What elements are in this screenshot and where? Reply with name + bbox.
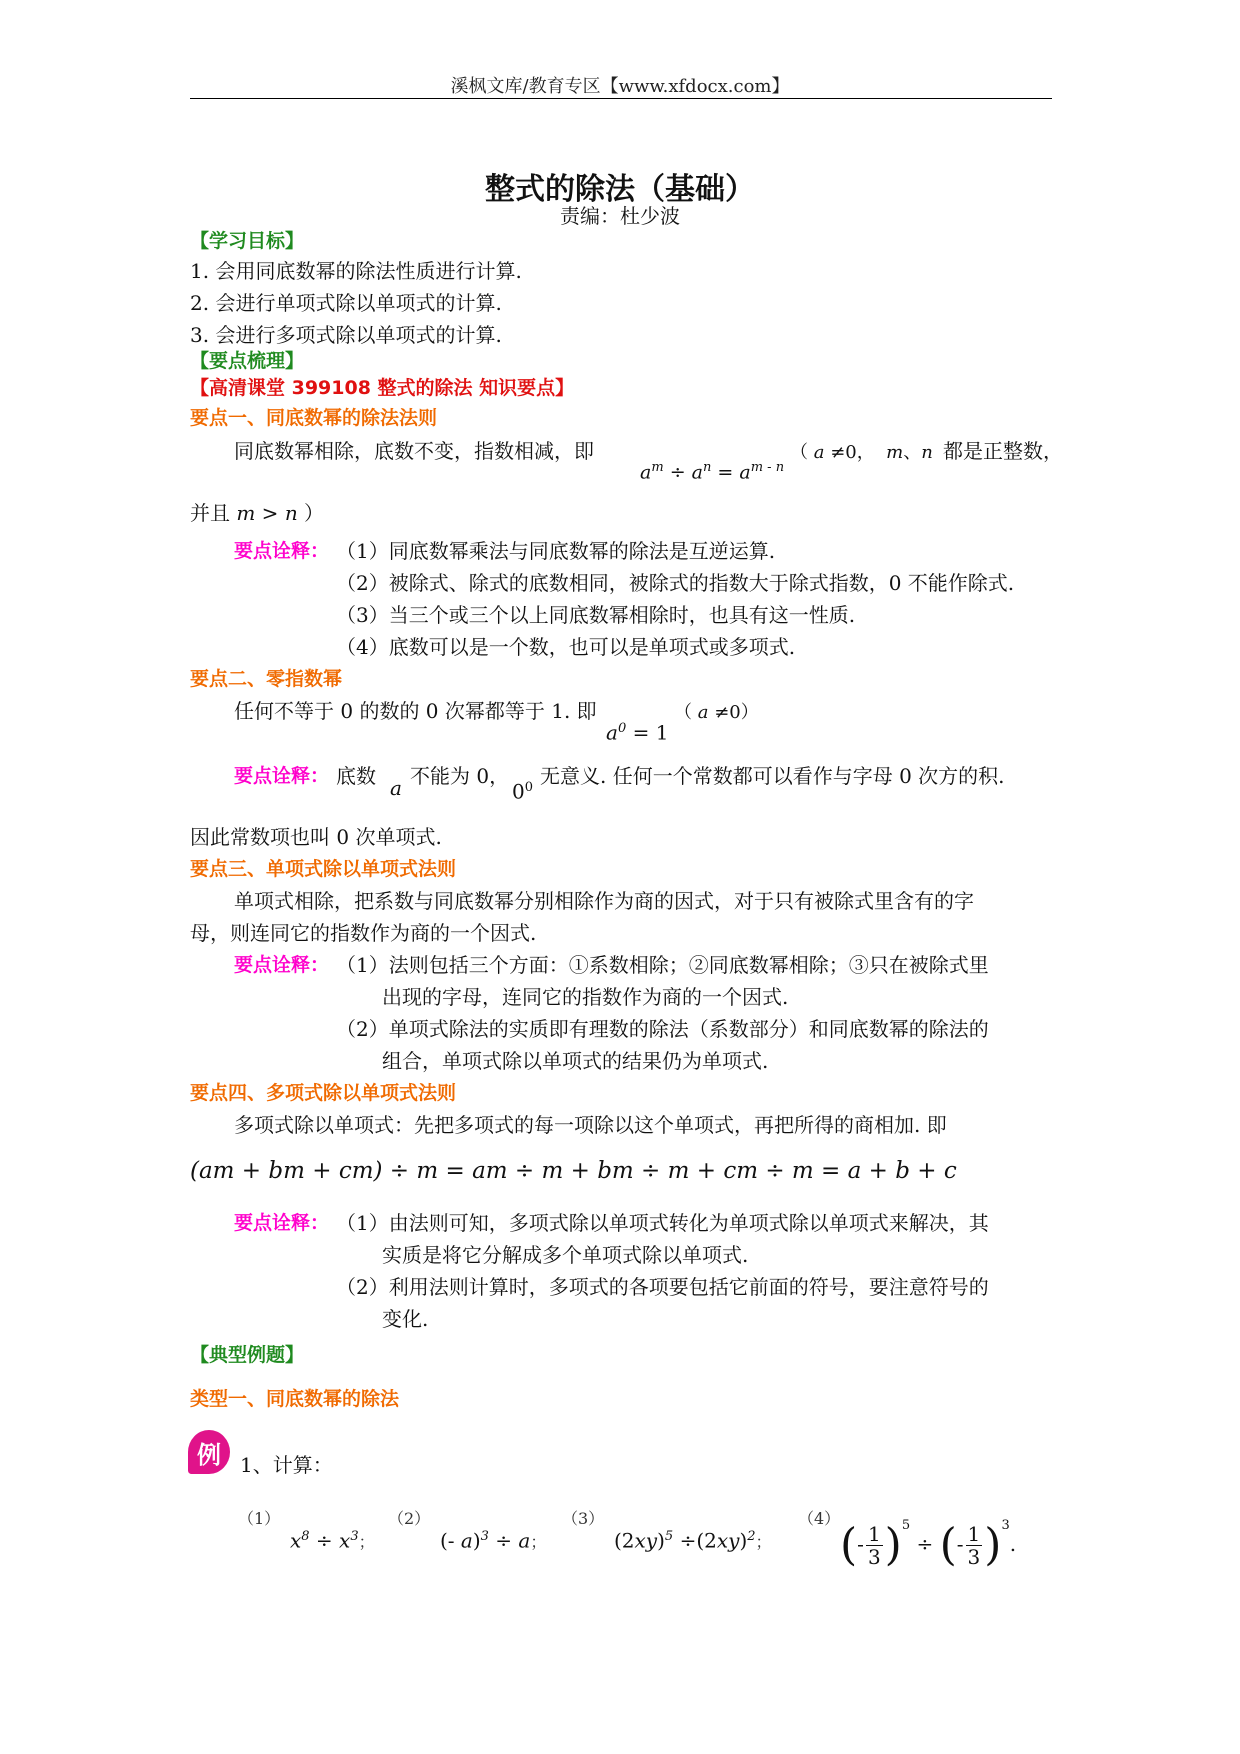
examples-heading: 【典型例题】: [190, 1344, 305, 1366]
point2-heading: 要点二、零指数幂: [190, 668, 343, 690]
video-heading: 【高清课堂 399108 整式的除法 知识要点】: [190, 377, 575, 399]
goal-item: 2. 会进行单项式除以单项式的计算.: [190, 291, 502, 315]
point2-var-a: a: [390, 776, 402, 800]
point1-note: （4）底数可以是一个数，也可以是单项式或多项式.: [336, 635, 796, 659]
summary-heading: 【要点梳理】: [190, 350, 305, 372]
problem-label: （4）: [798, 1509, 841, 1528]
point1-formula: $a^m \div a^n = a^{m - n}$: [640, 460, 785, 484]
example-badge: 例: [188, 1430, 230, 1474]
point3-note: 组合，单项式除以单项式的结果仍为单项式.: [382, 1049, 769, 1073]
point1-line2-prefix: 并且: [190, 501, 230, 525]
point1-line2: 并且 m > n ）: [190, 501, 325, 525]
point1-condition: （ a ≠0， m、n: [790, 442, 933, 463]
point4-body: 多项式除以单项式：先把多项式的每一项除以这个单项式，再把所得的商相加. 即: [234, 1113, 947, 1137]
point3-note-label: 要点诠释：: [234, 954, 330, 976]
point1-heading: 要点一、同底数幂的除法法则: [190, 407, 438, 429]
example-question: 1、计算：: [240, 1453, 333, 1477]
page-header: 溪枫文库/教育专区【www.xfdocx.com】: [450, 76, 790, 97]
point2-note-c: 无意义. 任何一个常数都可以看作与字母 0 次方的积.: [540, 764, 1005, 788]
point4-note: （2）利用法则计算时，多项式的各项要包括它前面的符号，要注意符号的: [336, 1275, 989, 1299]
point2-note-label: 要点诠释：: [234, 765, 330, 787]
problem-1-expr: $x^8 \div x^3$；: [290, 1528, 375, 1553]
point3-note: （2）单项式除法的实质即有理数的除法（系数部分）和同底数幂的除法的: [336, 1017, 989, 1041]
point1-cond-text: 都是正整数，: [943, 439, 1063, 463]
header-rule: [190, 98, 1052, 99]
point4-note-label: 要点诠释：: [234, 1212, 330, 1234]
problem-label: （3）: [562, 1509, 605, 1528]
problem-label: （2）: [388, 1509, 431, 1528]
problem-3-expr: $(2xy)^5 \div(2xy)^2$；: [614, 1528, 772, 1553]
point1-note: （1）同底数幂乘法与同底数幂的除法是互逆运算.: [336, 539, 776, 563]
goal-item: 1. 会用同底数幂的除法性质进行计算.: [190, 259, 522, 283]
point3-heading: 要点三、单项式除以单项式法则: [190, 858, 457, 880]
page-title: 整式的除法（基础）: [485, 172, 755, 207]
point1-note: （3）当三个或三个以上同底数幂相除时，也具有这一性质.: [336, 603, 856, 627]
point2-zero-power: $0^0$: [512, 779, 534, 804]
goal-item: 3. 会进行多项式除以单项式的计算.: [190, 323, 502, 347]
point2-note-cont: 因此常数项也叫 0 次单项式.: [190, 825, 442, 849]
point4-note: （1）由法则可知，多项式除以单项式转化为单项式除以单项式来解决，其: [336, 1211, 989, 1235]
problem-label: （1）: [238, 1509, 281, 1528]
problem-2-expr: (- a)$^3$ ÷ a；: [440, 1528, 547, 1553]
point3-note: 出现的字母，连同它的指数作为商的一个因式.: [382, 985, 789, 1009]
point3-body: 单项式相除，把系数与同底数幂分别相除作为商的因式，对于只有被除式里含有的字: [234, 889, 974, 913]
point4-note: 变化.: [382, 1307, 429, 1331]
point4-heading: 要点四、多项式除以单项式法则: [190, 1082, 457, 1104]
point2-note-b: 不能为 0，: [410, 764, 510, 788]
point1-note: （2）被除式、除式的底数相同，被除式的指数大于除式指数，0 不能作除式.: [336, 571, 1015, 595]
point3-note: （1）法则包括三个方面：①系数相除；②同底数幂相除；③只在被除式里: [336, 953, 989, 977]
point1-note-label: 要点诠释：: [234, 540, 330, 562]
editor-line: 责编：杜少波: [560, 204, 680, 228]
point4-note: 实质是将它分解成多个单项式除以单项式.: [382, 1243, 749, 1267]
problem-4-expr: (- $\frac{1}{3}$ )$^5$ ÷ (- $\frac{1}{3}$ )$^3$.: [840, 1518, 1017, 1571]
goals-heading: 【学习目标】: [190, 230, 305, 252]
point2-condition: （ a ≠0）: [674, 702, 759, 723]
point2-line1: 任何不等于 0 的数的 0 次幂都等于 1. 即: [234, 699, 597, 723]
point3-body: 母，则连同它的指数作为商的一个因式.: [190, 921, 537, 945]
point1-line1: 同底数幂相除，底数不变，指数相减，即: [234, 439, 594, 463]
type1-heading: 类型一、同底数幂的除法: [190, 1388, 400, 1410]
point2-formula: $a^0 = 1$: [606, 720, 669, 745]
point4-formula: (am + bm + cm) ÷ m = am ÷ m + bm ÷ m + cm ÷ m = a + b + c: [190, 1158, 957, 1184]
point2-note-a: 底数: [336, 764, 376, 788]
